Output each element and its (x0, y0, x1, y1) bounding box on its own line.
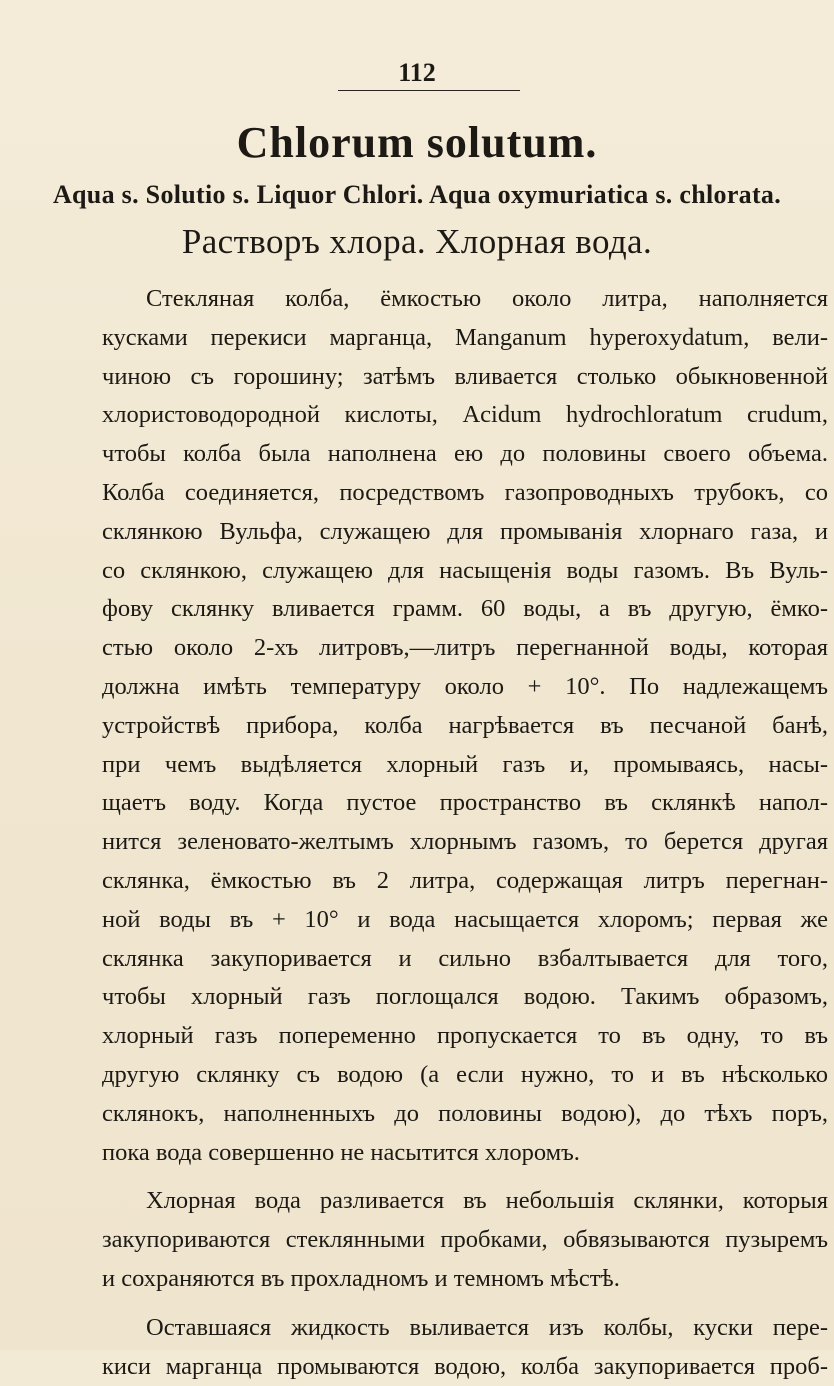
text-line: хлористоводородной кислоты, Acidum hydrochloratum crudum, (102, 401, 828, 429)
text-line: и сохраняются въ прохладномъ и темномъ мѣстѣ. (102, 1264, 620, 1292)
text-line: нится зеленовато-желтымъ хлорнымъ газомъ, то берется другая (102, 828, 828, 856)
text-line: хлорный газъ попеременно пропускается то въ одну, то въ (102, 1022, 828, 1050)
text-line: склянка, ёмкостью въ 2 литра, содержащая литръ перегнан- (102, 866, 828, 894)
text-line: склянкою Вульфа, служащею для промыванія хлорнаго газа, и (102, 517, 828, 545)
text-line: кусками перекиси марганца, Manganum hyperoxydatum, вели- (102, 323, 828, 351)
text-line: со склянкою, служащею для насыщенія воды газомъ. Въ Вуль- (102, 556, 828, 584)
text-line: фову склянку вливается грамм. 60 воды, а въ другую, ёмко- (102, 595, 828, 623)
text-line: должна имѣть температуру около + 10°. По надлежащемъ (102, 672, 828, 700)
page-number: 112 (398, 58, 436, 87)
text-line: Колба соединяется, посредствомъ газопроводныхъ трубокъ, со (102, 478, 828, 506)
text-line: другую склянку съ водою (а если нужно, то и въ нѣсколько (102, 1060, 828, 1088)
text-line: киси марганца промываются водою, колба закупоривается проб- (102, 1352, 828, 1380)
text-line: стью около 2-хъ литровъ,—литръ перегнанной воды, которая (102, 634, 828, 662)
text-line: склянокъ, наполненныхъ до половины водою), до тѣхъ поръ, (102, 1099, 828, 1127)
text-line: чтобы колба была наполнена ею до половины своего объема. (102, 440, 828, 468)
text-line: закупориваются стеклянными пробками, обвязываются пузыремъ (102, 1226, 828, 1254)
text-line: чиною съ горошину; затѣмъ вливается столько обыкновенной (102, 362, 828, 390)
text-line: Оставшаяся жидкость выливается изъ колбы, куски пере- (146, 1313, 828, 1341)
text-line: чтобы хлорный газъ поглощался водою. Такимъ образомъ, (102, 983, 828, 1011)
text-line: Хлорная вода разливается въ небольшія склянки, которыя (146, 1187, 828, 1215)
text-line: Стекляная колба, ёмкостью около литра, наполняется (146, 285, 828, 312)
latin-synonyms: Aqua s. Solutio s. Liquor Chlori. Aqua oxymuriatica s. chlorata. (52, 180, 782, 209)
text-line: ной воды въ + 10° и вода насыщается хлоромъ; первая же (102, 905, 828, 933)
text-line: устройствѣ прибора, колба нагрѣвается въ песчаной банѣ, (102, 711, 828, 739)
header-rule (338, 90, 520, 91)
text-line: пока вода совершенно не насытится хлоромъ. (102, 1138, 580, 1166)
text-line: щаетъ воду. Когда пустое пространство въ склянкѣ напол- (102, 789, 828, 817)
text-line: склянка закупоривается и сильно взбалтывается для того, (102, 944, 828, 972)
latin-title: Chlorum solutum. (236, 118, 598, 167)
text-line: при чемъ выдѣляется хлорный газъ и, промываясь, насы- (102, 750, 828, 778)
russian-title: Растворъ хлора. Хлорная вода. (181, 222, 653, 261)
body-text (102, 280, 828, 1386)
